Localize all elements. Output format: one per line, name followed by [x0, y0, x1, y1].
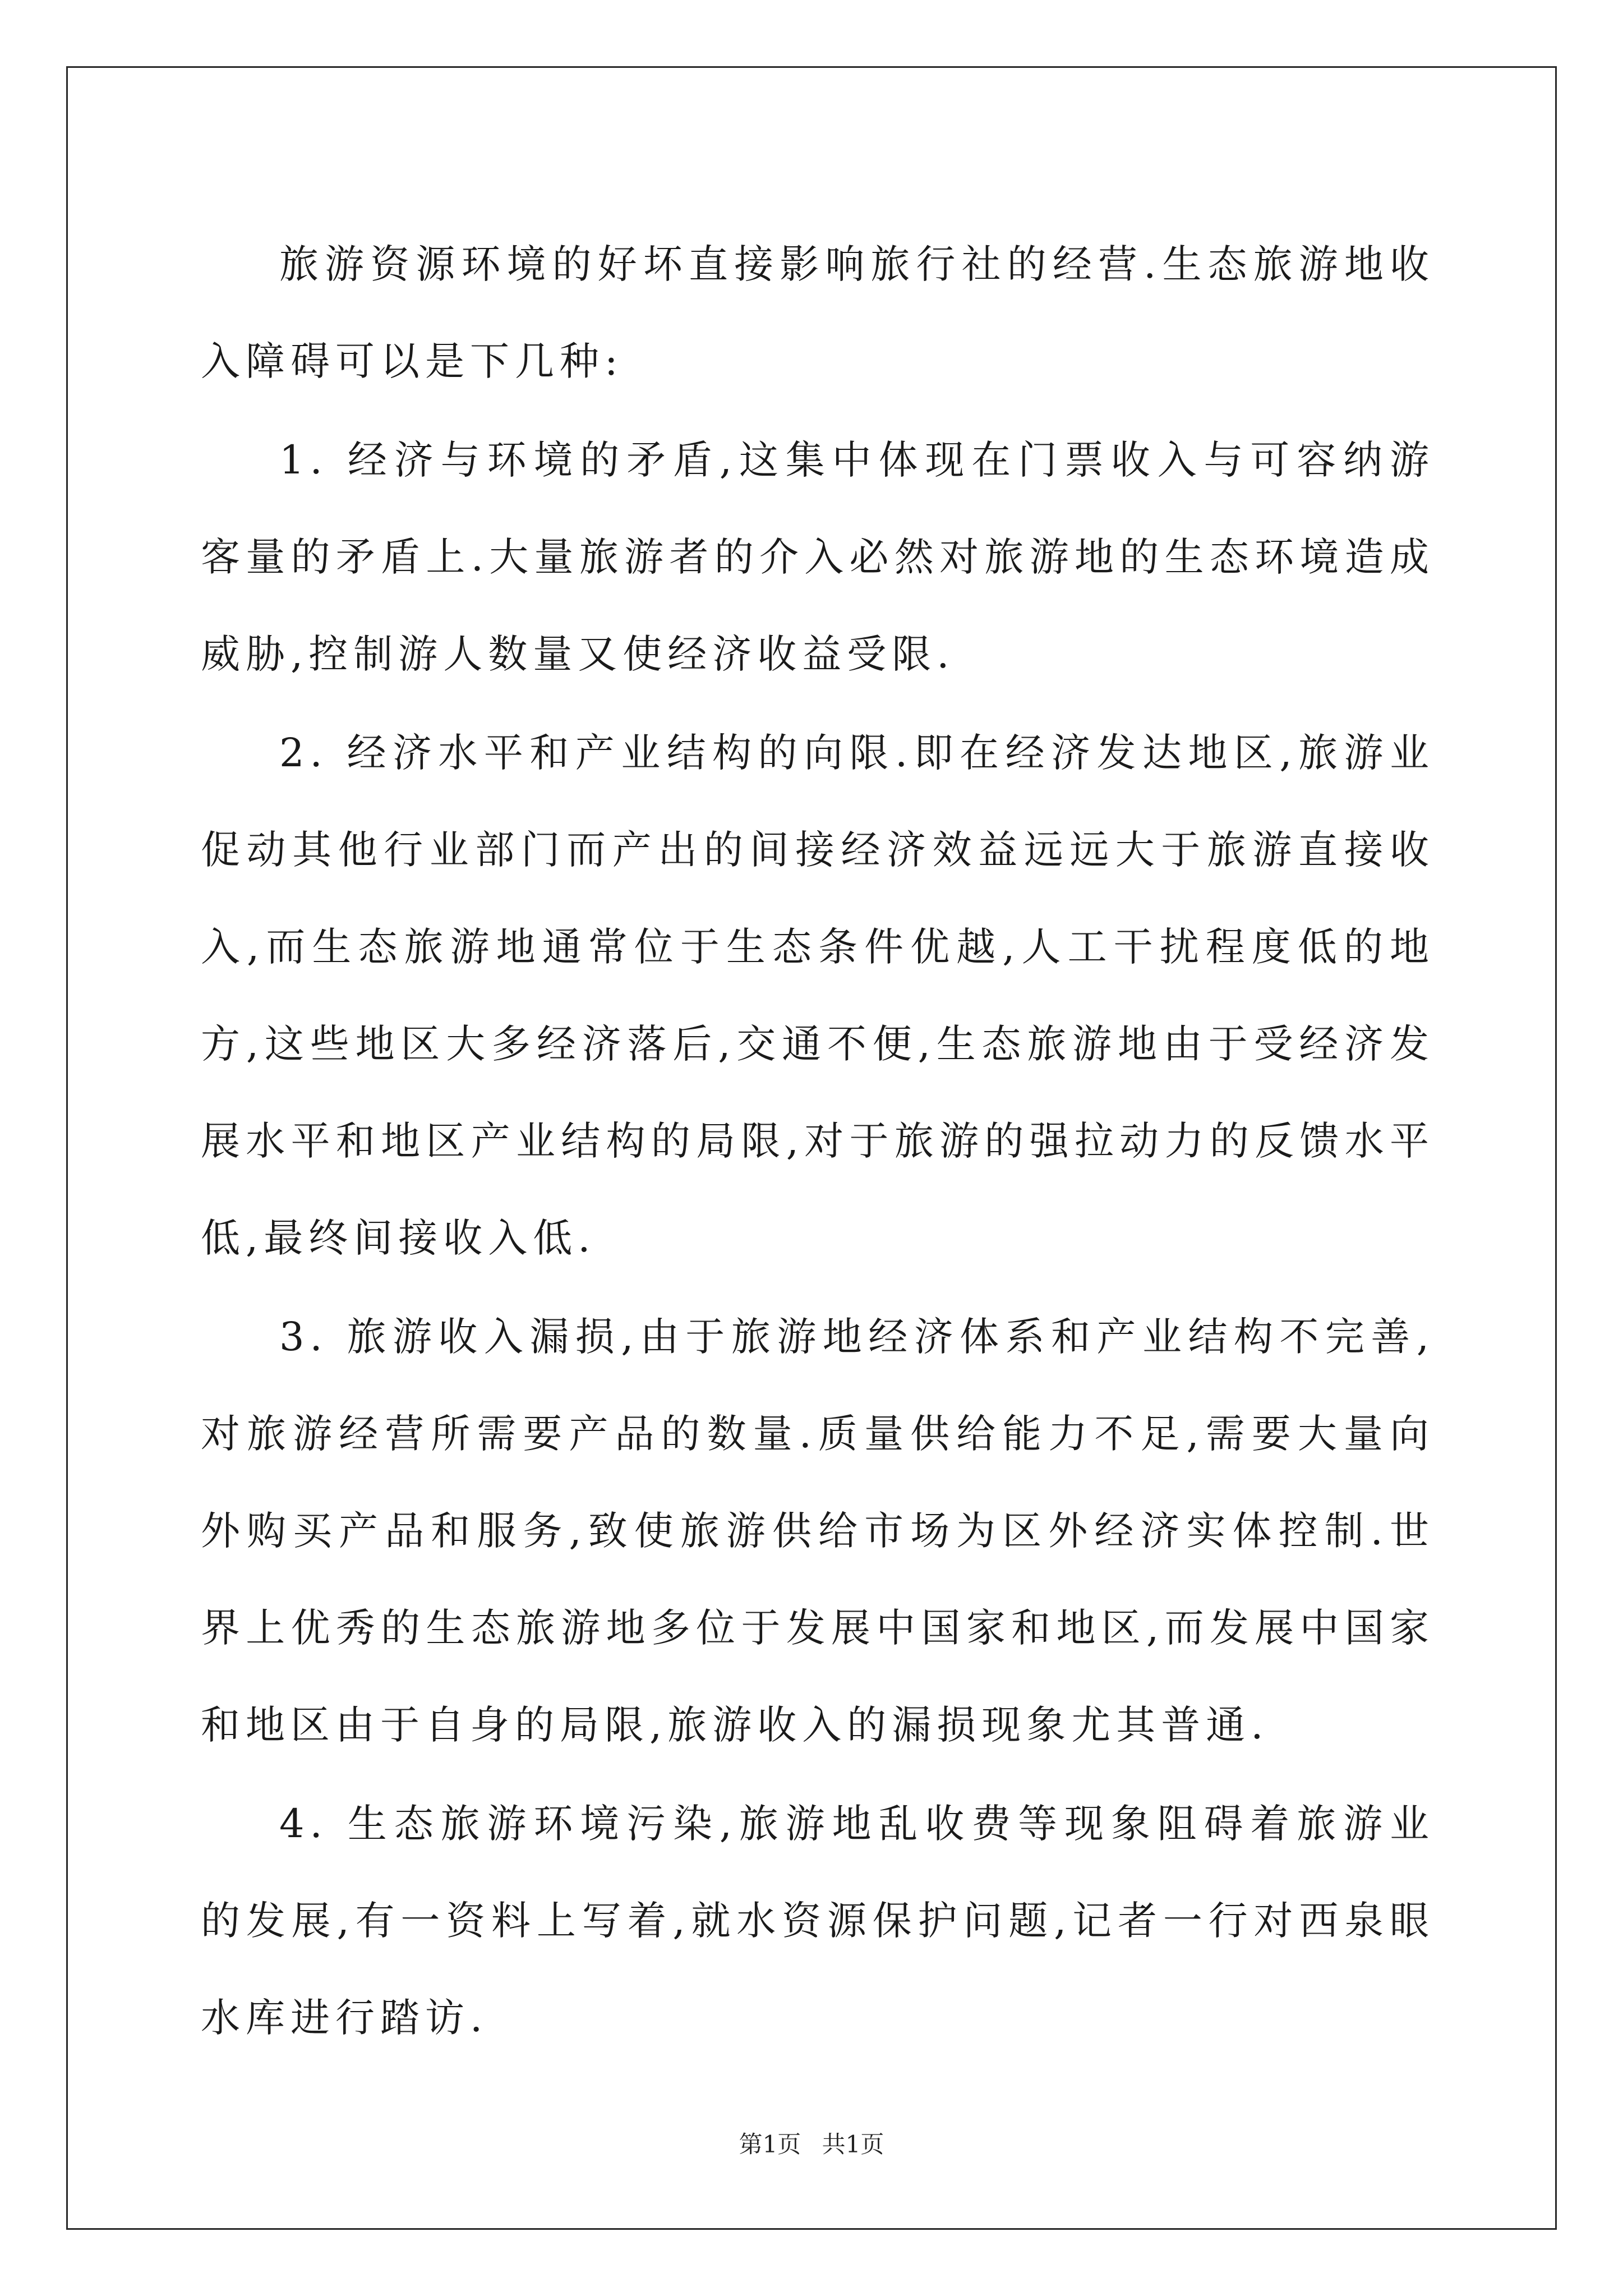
- paragraph-item-1: 1. 经济与环境的矛盾,这集中体现在门票收入与可容纳游客量的矛盾上.大量旅游者的介入必然对旅游地的生态环境造成威胁,控制游人数量又使经济收益受限.: [201, 437, 1435, 677]
- page-number: 第1页: [739, 2131, 801, 2158]
- page-footer: [0, 2126, 1623, 2160]
- page-total: 共1页: [822, 2131, 884, 2158]
- paragraph-item-3: 3. 旅游收入漏损,由于旅游地经济体系和产业结构不完善,对旅游经营所需要产品的数量.质量供给能力不足,需要大量向外购买产品和服务,致使旅游供给市场为区外经济实体控制.世界上优秀的生态旅游地多位于发展中国家和地区,而发展中国家和地区由于自身的局限,旅游收入的漏损现象尤其普通.: [201, 1314, 1435, 1748]
- paragraph-item-4: 4. 生态旅游环境污染,旅游地乱收费等现象阻碍着旅游业的发展,有一资料上写着,就水资源保护问题,记者一行对西泉眼水库进行踏访.: [201, 1801, 1435, 2041]
- paragraph-intro: 旅游资源环境的好坏直接影响旅行社的经营.生态旅游地收入障碍可以是下几种:: [201, 241, 1435, 384]
- paragraph-item-2: 2. 经济水平和产业结构的向限.即在经济发达地区,旅游业促动其他行业部门而产出的间接经济效益远远大于旅游直接收入,而生态旅游地通常位于生态条件优越,人工干扰程度低的地方,这些地区大多经济落后,交通不便,生态旅游地由于受经济发展水平和地区产业结构的局限,对于旅游的强拉动力的反馈水平低,最终间接收入低.: [201, 730, 1435, 1261]
- document-body: [201, 216, 1435, 2068]
